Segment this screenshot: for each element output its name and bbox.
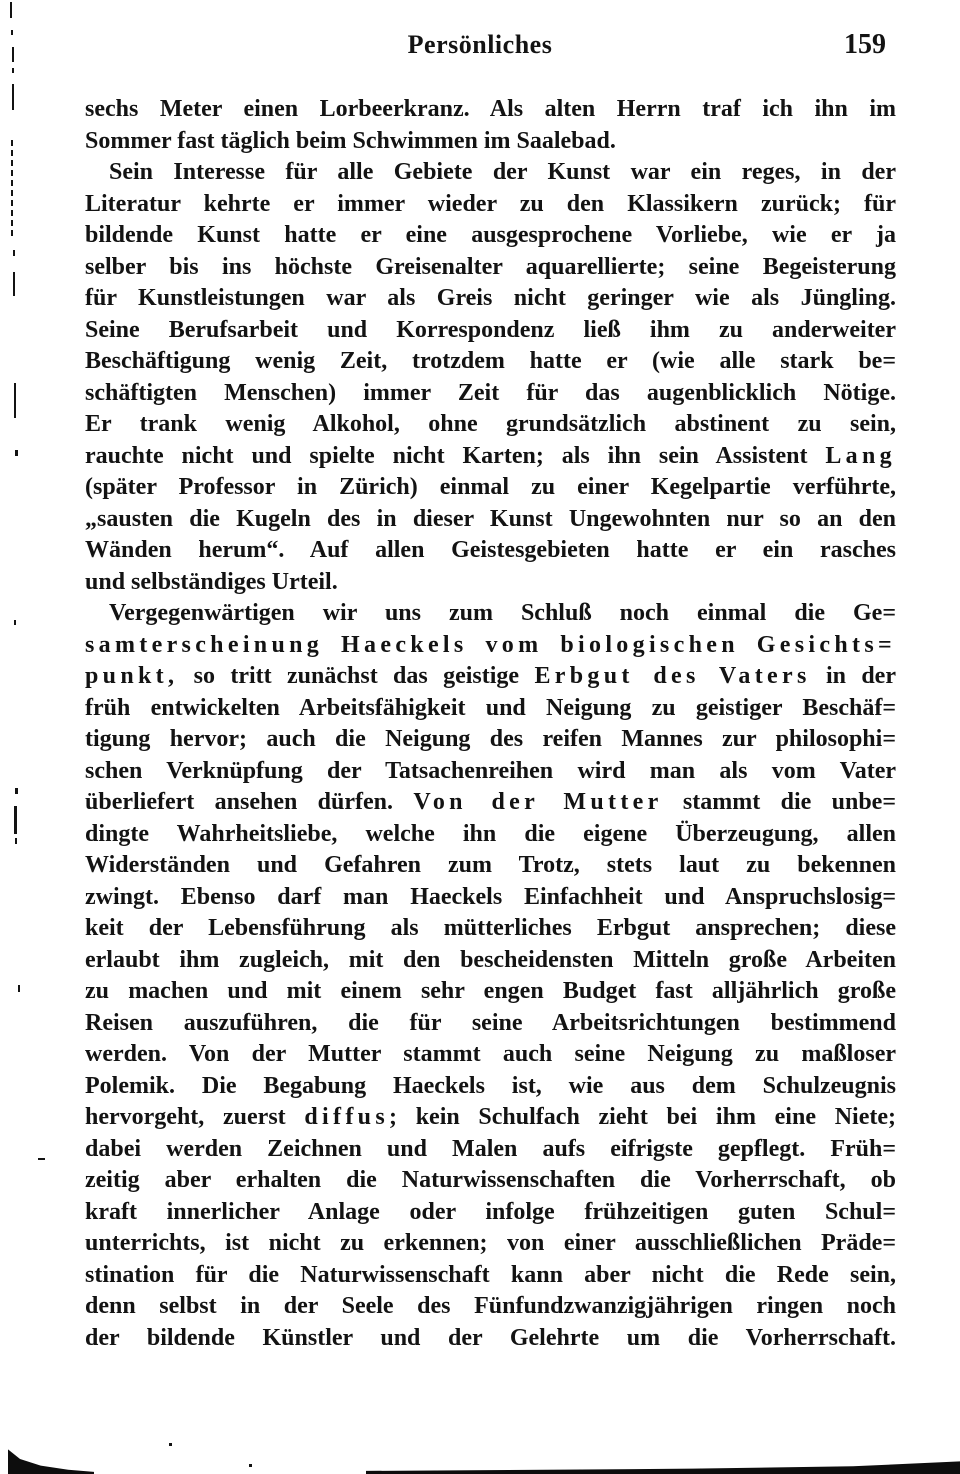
text-segment: früh entwickelten Arbeitsfähigkeit und Neigung zu geistiger Beschäf= bbox=[85, 694, 896, 721]
scan-artifact bbox=[38, 1158, 45, 1160]
text-line bbox=[85, 882, 896, 914]
letterspaced-text: Erbgut des Vaters bbox=[534, 663, 811, 689]
letterspaced-text: punkt, bbox=[85, 663, 179, 689]
text-line bbox=[85, 472, 896, 504]
text-segment: schäftigten Menschen) immer Zeit für das augenblicklich Nötige. bbox=[85, 379, 896, 406]
letterspaced-text: diffus bbox=[304, 1104, 389, 1130]
text-segment: unterrichts, ist nicht zu erkennen; von einer ausschließlichen Präde= bbox=[85, 1230, 896, 1256]
text-segment: Reisen auszuführen, die für seine Arbeitsrichtungen bestimmend bbox=[85, 1009, 896, 1036]
text-segment: Polemik. Die Begabung Haeckels ist, wie aus dem Schulzeugnis bbox=[85, 1072, 896, 1099]
text-segment: Sein Interesse für alle Gebiete der Kunst war ein reges, in der bbox=[109, 159, 896, 185]
scan-artifact bbox=[13, 250, 15, 256]
text-line bbox=[85, 1071, 896, 1103]
text-line bbox=[85, 819, 896, 851]
text-line bbox=[85, 504, 896, 536]
text-segment: stination für die Naturwissenschaft kann aber nicht die Rede sein, bbox=[85, 1261, 896, 1288]
text-segment: (später Professor in Zürich) einmal zu einer Kegelpartie verführte, bbox=[85, 474, 896, 500]
text-segment: und selbständiges Urteil. bbox=[85, 568, 338, 595]
text-segment: der bildende Künstler und der Gelehrte um die Vorherrschaft. bbox=[85, 1324, 896, 1351]
text-line bbox=[85, 315, 896, 347]
scan-artifact bbox=[12, 47, 14, 62]
text-line bbox=[85, 378, 896, 410]
text-line bbox=[85, 787, 896, 819]
scan-artifact bbox=[18, 985, 20, 992]
text-segment: erlaubt ihm zugleich, mit den bescheidensten Mitteln große Arbeiten bbox=[85, 946, 896, 973]
scan-artifact bbox=[249, 1464, 252, 1467]
scan-artifact bbox=[13, 272, 15, 296]
text-segment: tigung hervor; auch die Neigung des reifen Mannes zur philosophi= bbox=[85, 726, 896, 752]
text-segment: selber bis ins höchste Greisenalter aquarellierte; seine Begeisterung bbox=[85, 253, 896, 280]
scan-artifact bbox=[14, 806, 17, 834]
text-line bbox=[85, 661, 896, 693]
text-segment: für Kunstleistungen war als Greis nicht geringer wie als Jüngling. bbox=[85, 285, 896, 311]
page-number: 159 bbox=[844, 29, 886, 60]
text-line bbox=[85, 1260, 896, 1292]
text-line bbox=[85, 976, 896, 1008]
scan-artifact bbox=[15, 450, 18, 456]
text-segment: zu machen und mit einem sehr engen Budget fast alljährlich große bbox=[85, 978, 896, 1004]
text-line bbox=[85, 1102, 896, 1134]
text-segment: stammt die unbe= bbox=[662, 789, 896, 815]
text-line bbox=[85, 724, 896, 756]
text-line bbox=[85, 220, 896, 252]
text-segment: Er trank wenig Alkohol, ohne grundsätzlich abstinent zu sein, bbox=[85, 411, 896, 437]
text-segment: sechs Meter einen Lorbeerkranz. Als alten Herrn traf ich ihn im bbox=[85, 96, 896, 122]
text-segment: „sausten die Kugeln des in dieser Kunst Ungewohnten nur so an den bbox=[85, 505, 896, 532]
text-segment: keit der Lebensführung als mütterliches Erbgut ansprechen; diese bbox=[85, 915, 896, 941]
text-line bbox=[85, 630, 896, 662]
scan-artifact bbox=[14, 620, 16, 625]
text-line bbox=[85, 1134, 896, 1166]
text-line bbox=[85, 756, 896, 788]
text-segment: schen Verknüpfung der Tatsachenreihen wird man als vom Vater bbox=[85, 757, 896, 784]
text-line bbox=[85, 913, 896, 945]
text-line bbox=[85, 346, 896, 378]
text-segment: hervorgeht, zuerst bbox=[85, 1104, 305, 1130]
scan-artifact bbox=[14, 383, 16, 418]
text-line bbox=[85, 1165, 896, 1197]
text-segment: denn selbst in der Seele des Fünfundzwanzigjährigen ringen noch bbox=[85, 1293, 896, 1319]
body-text bbox=[85, 94, 896, 1354]
scan-artifact bbox=[15, 788, 18, 794]
text-line bbox=[85, 693, 896, 725]
text-line bbox=[85, 1008, 896, 1040]
text-segment: so tritt zunächst das geistige bbox=[178, 663, 535, 689]
text-segment: Vergegenwärtigen wir uns zum Schluß noch einmal die Ge= bbox=[109, 600, 896, 626]
text-line bbox=[85, 598, 896, 630]
text-segment: Sommer fast täglich beim Schwimmen im Saalebad. bbox=[85, 127, 616, 154]
text-segment: überliefert ansehen dürfen. bbox=[85, 789, 414, 815]
text-line bbox=[85, 1197, 896, 1229]
text-line bbox=[85, 1323, 896, 1355]
text-segment: Beschäftigung wenig Zeit, trotzdem hatte er (wie alle stark be= bbox=[85, 348, 896, 374]
letterspaced-text: Von der Mutter bbox=[413, 789, 663, 815]
text-segment: werden. Von der Mutter stammt auch seine Neigung zu maßloser bbox=[85, 1041, 896, 1067]
text-segment: rauchte nicht und spielte nicht Karten; als ihn sein Assistent bbox=[85, 442, 826, 469]
text-segment: Widerständen und Gefahren zum Trotz, stets laut zu bekennen bbox=[85, 852, 896, 878]
text-line bbox=[85, 1291, 896, 1323]
text-segment: Seine Berufsarbeit und Korrespondenz ließ ihm zu anderweiter bbox=[85, 316, 896, 343]
scan-artifact bbox=[11, 140, 13, 236]
text-segment: bildende Kunst hatte er eine ausgesprochene Vorliebe, wie er ja bbox=[85, 222, 896, 248]
text-line bbox=[85, 945, 896, 977]
scan-artifact bbox=[15, 838, 17, 844]
letterspaced-text: Lang bbox=[825, 442, 896, 469]
scan-artifact bbox=[12, 84, 14, 110]
text-line bbox=[85, 157, 896, 189]
text-line bbox=[85, 126, 896, 158]
text-line bbox=[85, 283, 896, 315]
scan-artifact bbox=[169, 1443, 172, 1446]
scan-artifact-bottom-streak bbox=[366, 1460, 960, 1474]
text-segment: kraft innerlicher Anlage oder infolge frühzeitigen guten Schul= bbox=[85, 1198, 896, 1225]
text-line bbox=[85, 252, 896, 284]
text-segment: dingte Wahrheitsliebe, welche ihn die eigene Überzeugung, allen bbox=[85, 820, 896, 847]
text-segment: Wänden herum“. Auf allen Geistesgebieten hatte er ein rasches bbox=[85, 537, 896, 563]
text-line bbox=[85, 1039, 896, 1071]
text-segment: Literatur kehrte er immer wieder zu den Klassikern zurück; für bbox=[85, 190, 896, 217]
text-line bbox=[85, 94, 896, 126]
text-line bbox=[85, 567, 896, 599]
text-segment: ; kein Schulfach zieht bei ihm eine Niete; bbox=[388, 1104, 896, 1130]
text-segment: dabei werden Zeichnen und Malen aufs eifrigste gepflegt. Früh= bbox=[85, 1135, 896, 1162]
text-line bbox=[85, 441, 896, 473]
scan-artifact bbox=[11, 30, 13, 35]
text-line bbox=[85, 535, 896, 567]
scan-artifact-corner-smudge bbox=[8, 1444, 94, 1474]
text-line bbox=[85, 189, 896, 221]
text-segment: in der bbox=[810, 663, 896, 689]
text-line bbox=[85, 1228, 896, 1260]
text-segment: zeitig aber erhalten die Naturwissenschaften die Vorherrschaft, ob bbox=[85, 1167, 896, 1193]
running-header-title: Persönliches bbox=[407, 30, 553, 59]
text-line bbox=[85, 409, 896, 441]
scan-artifact bbox=[12, 68, 14, 73]
letterspaced-text: samterscheinung Haeckels vom biologischen Gesichts= bbox=[85, 631, 896, 658]
scan-artifact bbox=[10, 2, 12, 18]
text-segment: zwingt. Ebenso darf man Haeckels Einfachheit und Anspruchslosig= bbox=[85, 883, 896, 910]
text-line bbox=[85, 850, 896, 882]
